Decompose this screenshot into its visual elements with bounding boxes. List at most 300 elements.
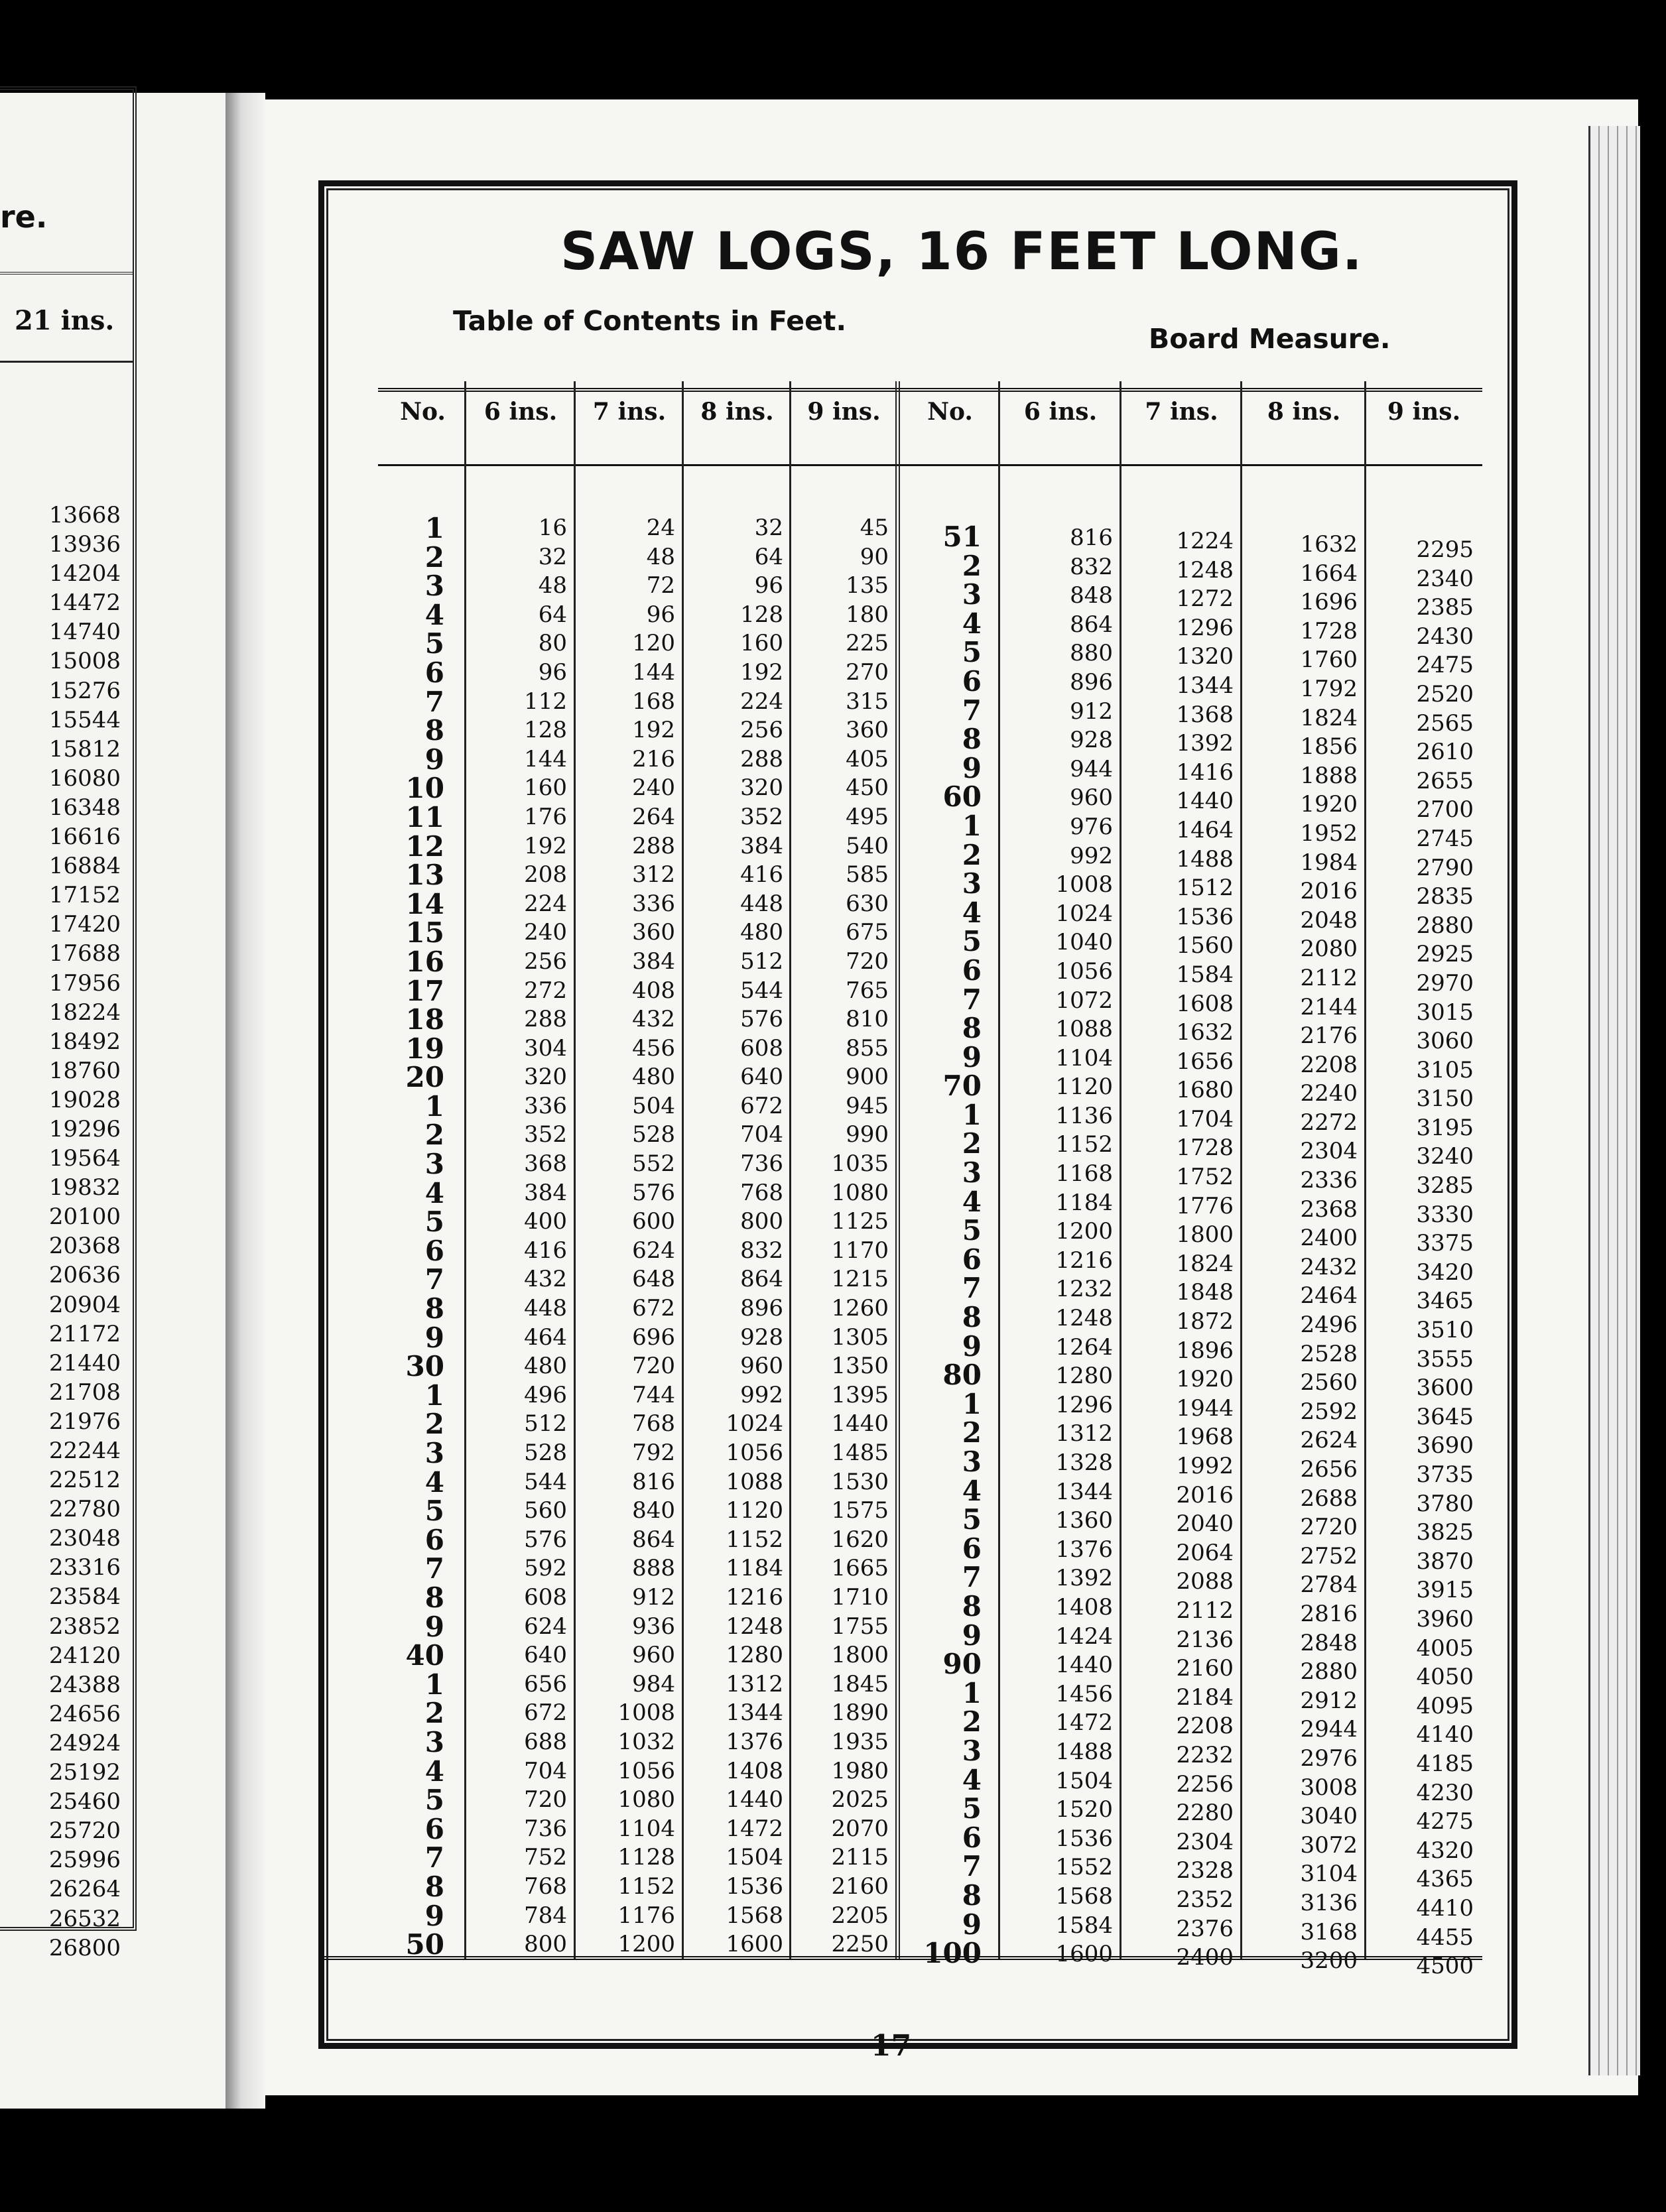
table-cell: 1152 — [726, 1526, 783, 1553]
row-number: 4 — [424, 598, 444, 631]
row-number: 5 — [962, 1214, 982, 1247]
table-cell: 704 — [524, 1757, 567, 1784]
table-cell: 1968 — [1176, 1424, 1234, 1451]
table-cell: 1360 — [1055, 1507, 1113, 1534]
table-cell: 624 — [632, 1237, 675, 1264]
row-number: 6 — [962, 1243, 982, 1276]
row-number: 80 — [942, 1359, 982, 1392]
table-cell: 450 — [846, 774, 889, 802]
row-number: 3 — [962, 867, 982, 900]
table-cell: 1152 — [617, 1873, 675, 1900]
table-cell: 264 — [632, 803, 675, 830]
row-number: 2 — [424, 1408, 444, 1441]
table-cell: 1656 — [1176, 1048, 1234, 1075]
row-number: 10 — [405, 772, 444, 805]
table-cell: 96 — [538, 658, 567, 686]
table-cell: 2176 — [1300, 1022, 1358, 1050]
row-number: 9 — [424, 1321, 444, 1354]
row-number: 11 — [405, 800, 444, 833]
table-cell: 704 — [740, 1121, 783, 1148]
table-cell: 168 — [632, 688, 675, 715]
table-cell: 224 — [524, 890, 567, 917]
table-cell: 1216 — [1055, 1247, 1113, 1274]
table-cell: 1856 — [1300, 733, 1358, 761]
table-cell: 128 — [524, 717, 567, 744]
table-cell: 1035 — [831, 1150, 889, 1178]
table-cell: 128 — [740, 601, 783, 628]
table-cell: 1392 — [1176, 730, 1234, 757]
table-cell: 528 — [632, 1121, 675, 1148]
table-cell: 2080 — [1300, 936, 1358, 963]
table-cell: 2205 — [831, 1902, 889, 1929]
row-number: 7 — [962, 983, 982, 1016]
table-cell: 2016 — [1176, 1481, 1234, 1508]
row-number: 8 — [424, 714, 444, 747]
row-number: 7 — [962, 1850, 982, 1883]
table-cell: 3285 — [1416, 1172, 1474, 1199]
table-cell: 1488 — [1176, 845, 1234, 873]
table-cell: 2272 — [1300, 1109, 1358, 1136]
table-cell: 1280 — [1055, 1363, 1113, 1390]
row-number: 4 — [424, 1176, 444, 1209]
table-cell: 1472 — [726, 1815, 783, 1842]
table-cell: 1984 — [1300, 849, 1358, 876]
table-cell: 135 — [846, 572, 889, 599]
table-cell: 1680 — [1176, 1077, 1234, 1104]
table-cell: 20904 — [48, 1291, 121, 1318]
table-cell: 14204 — [48, 560, 121, 587]
row-number: 15 — [405, 916, 444, 950]
table-cell: 1632 — [1300, 531, 1358, 558]
row-number: 7 — [424, 1263, 444, 1296]
table-cell: 1824 — [1300, 704, 1358, 731]
row-number: 5 — [424, 1784, 444, 1817]
table-cell: 900 — [846, 1064, 889, 1091]
table-cell: 2112 — [1176, 1597, 1234, 1624]
table-cell: 768 — [632, 1410, 675, 1438]
table-cell: 2688 — [1300, 1485, 1358, 1512]
table-cell: 1088 — [726, 1468, 783, 1495]
table-cell: 544 — [524, 1468, 567, 1495]
table-cell: 960 — [1070, 784, 1113, 812]
table-cell: 1504 — [1055, 1767, 1113, 1794]
table-cell: 768 — [524, 1873, 567, 1900]
table-cell: 672 — [740, 1092, 783, 1119]
table-cell: 544 — [740, 977, 783, 1004]
table-cell: 2432 — [1300, 1253, 1358, 1280]
table-cell: 896 — [740, 1295, 783, 1322]
table-cell: 1136 — [1055, 1102, 1113, 1129]
column-header-8ins-2: 8 ins. — [1267, 398, 1341, 426]
row-number: 5 — [424, 1495, 444, 1528]
row-number: 6 — [962, 1821, 982, 1854]
table-cell: 352 — [740, 803, 783, 830]
table-cell: 672 — [524, 1699, 567, 1727]
table-cell: 4230 — [1416, 1779, 1474, 1806]
row-number: 2 — [962, 1127, 982, 1160]
table-cell: 3040 — [1300, 1803, 1358, 1830]
table-cell: 3105 — [1416, 1056, 1474, 1083]
col-divider — [464, 381, 466, 1959]
table-cell: 976 — [1070, 813, 1113, 840]
table-cell: 1296 — [1176, 614, 1234, 641]
row-number: 9 — [424, 1610, 444, 1643]
table-cell: 2064 — [1176, 1539, 1234, 1566]
left-page-values — [49, 501, 121, 1963]
table-cell: 19028 — [48, 1086, 121, 1113]
table-cell: 4185 — [1416, 1750, 1474, 1777]
table-cell: 855 — [846, 1034, 889, 1062]
row-number: 8 — [424, 1870, 444, 1903]
table-cell: 2115 — [831, 1844, 889, 1871]
row-number: 1 — [962, 1098, 982, 1131]
table-cell: 1104 — [617, 1815, 675, 1842]
table-cell: 810 — [846, 1006, 889, 1033]
row-number: 2 — [962, 838, 982, 871]
table-cell: 1152 — [1055, 1131, 1113, 1158]
table-cell: 270 — [846, 658, 889, 686]
table-cell: 2496 — [1300, 1312, 1358, 1339]
row-number: 9 — [962, 751, 982, 784]
table-cell: 2464 — [1300, 1282, 1358, 1310]
table-cell: 26800 — [48, 1934, 121, 1961]
right-table-9ins — [1368, 536, 1474, 1981]
row-number: 90 — [942, 1648, 982, 1681]
table-cell: 112 — [524, 688, 567, 715]
row-number: 1 — [962, 1387, 982, 1420]
table-cell: 1536 — [726, 1873, 783, 1900]
row-number: 1 — [424, 1089, 444, 1123]
table-cell: 26264 — [48, 1876, 121, 1903]
table-cell: 23584 — [48, 1583, 121, 1611]
table-cell: 23852 — [48, 1613, 121, 1640]
left-table-numbers — [371, 514, 444, 1959]
table-cell: 2304 — [1300, 1138, 1358, 1165]
table-cell: 384 — [632, 948, 675, 975]
table-cell: 2025 — [831, 1786, 889, 1813]
table-cell: 2400 — [1176, 1944, 1234, 1971]
column-header-no: No. — [400, 398, 446, 426]
row-number: 17 — [405, 974, 444, 1007]
table-cell: 19564 — [48, 1145, 121, 1172]
table-cell: 992 — [1070, 842, 1113, 869]
table-cell: 1520 — [1055, 1796, 1113, 1823]
row-number: 9 — [424, 1899, 444, 1932]
table-cell: 720 — [632, 1353, 675, 1380]
table-cell: 1440 — [1176, 788, 1234, 815]
table-cell: 1344 — [726, 1699, 783, 1727]
col-divider — [1364, 381, 1366, 1959]
table-cell: 4095 — [1416, 1692, 1474, 1719]
table-cell: 3600 — [1416, 1375, 1474, 1402]
book-gutter — [225, 93, 265, 2109]
table-cell: 1320 — [1176, 643, 1234, 670]
table-cell: 2016 — [1300, 878, 1358, 905]
table-cell: 800 — [524, 1931, 567, 1958]
table-cell: 80 — [538, 630, 567, 657]
table-cell: 1128 — [617, 1844, 675, 1871]
table-cell: 1416 — [1176, 759, 1234, 786]
row-number: 9 — [424, 743, 444, 776]
table-cell: 3104 — [1300, 1861, 1358, 1888]
table-cell: 1408 — [1055, 1593, 1113, 1621]
table-cell: 1104 — [1055, 1044, 1113, 1072]
table-cell: 2368 — [1300, 1196, 1358, 1223]
table-cell: 2385 — [1416, 594, 1474, 621]
table-cell: 640 — [740, 1064, 783, 1091]
row-number: 8 — [962, 1589, 982, 1623]
table-cell: 624 — [524, 1613, 567, 1640]
row-number: 7 — [962, 1272, 982, 1305]
row-number: 2 — [424, 540, 444, 574]
table-cell: 648 — [632, 1266, 675, 1293]
table-cell: 752 — [524, 1844, 567, 1871]
row-number: 50 — [405, 1928, 444, 1961]
table-cell: 540 — [846, 832, 889, 859]
table-cell: 2528 — [1300, 1340, 1358, 1367]
table-cell: 2610 — [1416, 739, 1474, 766]
table-cell: 304 — [524, 1034, 567, 1062]
table-cell: 2784 — [1300, 1571, 1358, 1599]
row-number: 30 — [405, 1350, 444, 1383]
table-cell: 3735 — [1416, 1461, 1474, 1488]
table-cell: 3072 — [1300, 1831, 1358, 1859]
header-rule-bottom — [378, 464, 1482, 466]
table-cell: 585 — [846, 861, 889, 889]
table-cell: 848 — [1070, 582, 1113, 609]
table-cell: 2816 — [1300, 1600, 1358, 1627]
table-cell: 192 — [524, 832, 567, 859]
table-cell: 1088 — [1055, 1016, 1113, 1043]
table-cell: 272 — [524, 977, 567, 1004]
table-cell: 1216 — [726, 1583, 783, 1611]
table-cell: 1080 — [617, 1786, 675, 1813]
table-cell: 24924 — [48, 1729, 121, 1756]
table-cell: 22244 — [48, 1438, 121, 1464]
table-cell: 1280 — [726, 1642, 783, 1669]
table-cell: 945 — [846, 1092, 889, 1119]
table-cell: 408 — [632, 977, 675, 1004]
table-cell: 736 — [740, 1150, 783, 1178]
table-cell: 21172 — [48, 1320, 121, 1347]
table-cell: 3960 — [1416, 1605, 1474, 1632]
table-cell: 4275 — [1416, 1808, 1474, 1835]
table-cell: 416 — [740, 861, 783, 889]
row-number: 9 — [962, 1040, 982, 1074]
table-cell: 480 — [740, 919, 783, 946]
table-cell: 944 — [1070, 755, 1113, 782]
table-cell: 1792 — [1300, 675, 1358, 702]
table-cell: 360 — [846, 717, 889, 744]
table-cell: 1485 — [831, 1440, 889, 1466]
left-page-column-header: 21 ins. — [15, 305, 115, 336]
table-cell: 936 — [632, 1613, 675, 1640]
table-cell: 208 — [524, 861, 567, 889]
table-cell: 21708 — [48, 1379, 121, 1406]
row-number: 7 — [962, 694, 982, 727]
row-number: 6 — [424, 656, 444, 689]
table-cell: 13936 — [48, 531, 121, 558]
table-cell: 4365 — [1416, 1866, 1474, 1893]
table-cell: 4410 — [1416, 1894, 1474, 1922]
table-cell: 1200 — [1055, 1218, 1113, 1245]
table-cell: 1072 — [1055, 987, 1113, 1014]
table-cell: 1248 — [726, 1613, 783, 1640]
table-cell: 2144 — [1300, 993, 1358, 1020]
table-cell: 1664 — [1300, 560, 1358, 587]
table-cell: 1710 — [831, 1583, 889, 1611]
table-cell: 1328 — [1055, 1449, 1113, 1476]
table-cell: 744 — [632, 1381, 675, 1408]
table-cell: 19296 — [48, 1115, 121, 1142]
row-number: 9 — [962, 1908, 982, 1941]
table-cell: 15276 — [48, 677, 121, 704]
table-cell: 2070 — [831, 1815, 889, 1842]
table-cell: 960 — [740, 1353, 783, 1380]
table-cell: 17956 — [48, 969, 121, 997]
col-divider — [1240, 381, 1242, 1959]
table-cell: 3375 — [1416, 1230, 1474, 1257]
table-cell: 1728 — [1176, 1135, 1234, 1162]
table-cell: 2160 — [831, 1873, 889, 1900]
row-number: 3 — [962, 1156, 982, 1190]
column-header-7ins-2: 7 ins. — [1145, 398, 1218, 426]
row-number: 8 — [962, 1878, 982, 1912]
left-table-7ins — [577, 514, 675, 1959]
table-cell: 1272 — [1176, 585, 1234, 613]
table-cell: 416 — [524, 1237, 567, 1264]
table-cell: 2250 — [831, 1931, 889, 1958]
table-cell: 3168 — [1300, 1918, 1358, 1945]
table-cell: 1184 — [726, 1555, 783, 1582]
table-cell: 1552 — [1055, 1854, 1113, 1881]
table-cell: 2040 — [1176, 1510, 1234, 1538]
table-cell: 1305 — [831, 1323, 889, 1351]
table-cell: 1800 — [831, 1642, 889, 1669]
table-cell: 1184 — [1055, 1189, 1113, 1216]
row-number: 6 — [962, 953, 982, 987]
table-cell: 1752 — [1176, 1164, 1234, 1191]
table-cell: 14740 — [48, 619, 121, 646]
table-cell: 176 — [524, 803, 567, 830]
table-cell: 2328 — [1176, 1857, 1234, 1884]
row-number: 2 — [962, 1416, 982, 1449]
table-cell: 4455 — [1416, 1924, 1474, 1951]
table-cell: 320 — [740, 774, 783, 802]
table-cell: 1008 — [617, 1699, 675, 1727]
table-cell: 512 — [740, 948, 783, 975]
table-cell: 64 — [538, 601, 567, 628]
row-number: 6 — [962, 1532, 982, 1565]
table-cell: 1728 — [1300, 617, 1358, 645]
table-cell: 1368 — [1176, 701, 1234, 728]
table-cell: 765 — [846, 977, 889, 1004]
row-number: 9 — [962, 1329, 982, 1363]
table-cell: 600 — [632, 1208, 675, 1235]
table-cell: 2088 — [1176, 1568, 1234, 1595]
table-cell: 608 — [740, 1034, 783, 1062]
table-cell: 1344 — [1055, 1478, 1113, 1505]
table-cell: 2280 — [1176, 1800, 1234, 1827]
table-cell: 15544 — [48, 706, 121, 733]
table-cell: 1512 — [1176, 875, 1234, 902]
table-cell: 1896 — [1176, 1337, 1234, 1364]
table-cell: 1056 — [1055, 957, 1113, 985]
table-cell: 1008 — [1055, 871, 1113, 898]
row-number: 40 — [405, 1639, 444, 1672]
table-cell: 16884 — [48, 853, 121, 880]
table-cell: 1920 — [1300, 791, 1358, 818]
column-header-8ins: 8 ins. — [700, 398, 774, 426]
table-cell: 13668 — [48, 502, 121, 528]
table-cell: 1170 — [831, 1237, 889, 1264]
table-cell: 1890 — [831, 1699, 889, 1727]
row-number: 1 — [424, 512, 444, 544]
row-number: 51 — [942, 521, 982, 553]
row-number: 4 — [424, 1465, 444, 1499]
table-cell: 22780 — [48, 1496, 121, 1523]
row-number: 5 — [962, 1792, 982, 1825]
table-cell: 25720 — [48, 1817, 121, 1845]
table-cell: 1824 — [1176, 1250, 1234, 1277]
table-cell: 3870 — [1416, 1548, 1474, 1575]
table-cell: 2520 — [1416, 680, 1474, 707]
table-cell: 576 — [740, 1006, 783, 1033]
table-cell: 17420 — [48, 911, 121, 938]
table-cell: 4500 — [1416, 1953, 1474, 1980]
table-cell: 1080 — [831, 1179, 889, 1206]
row-number: 4 — [962, 1763, 982, 1796]
table-cell: 20100 — [48, 1203, 121, 1231]
column-header-no-2: No. — [927, 398, 973, 426]
table-cell: 14472 — [48, 589, 121, 617]
row-number: 5 — [962, 636, 982, 669]
table-cell: 1056 — [726, 1440, 783, 1466]
table-cell: 1704 — [1176, 1105, 1234, 1133]
table-cell: 864 — [1070, 611, 1113, 638]
table-cell: 2336 — [1300, 1167, 1358, 1194]
row-number: 7 — [424, 1841, 444, 1874]
table-cell: 1620 — [831, 1526, 889, 1553]
table-cell: 792 — [632, 1440, 675, 1466]
table-cell: 336 — [632, 890, 675, 917]
table-cell: 504 — [632, 1092, 675, 1119]
table-cell: 2880 — [1416, 912, 1474, 939]
table-cell: 25192 — [48, 1759, 121, 1786]
table-cell: 192 — [632, 717, 675, 744]
table-cell: 4140 — [1416, 1721, 1474, 1749]
table-cell: 24656 — [48, 1700, 121, 1727]
table-cell: 432 — [632, 1006, 675, 1033]
table-cell: 2720 — [1300, 1514, 1358, 1541]
table-cell: 960 — [632, 1642, 675, 1669]
table-cell: 15008 — [48, 648, 121, 675]
table-cell: 1312 — [726, 1670, 783, 1697]
table-cell: 656 — [524, 1670, 567, 1697]
table-cell: 16080 — [48, 765, 121, 792]
table-cell: 1980 — [831, 1757, 889, 1784]
table-cell: 1056 — [617, 1757, 675, 1784]
table-cell: 336 — [524, 1092, 567, 1119]
table-cell: 2112 — [1300, 964, 1358, 991]
table-cell: 72 — [646, 572, 675, 599]
table-cell: 990 — [846, 1121, 889, 1148]
row-number: 18 — [405, 1003, 444, 1036]
row-number: 8 — [424, 1581, 444, 1614]
table-cell: 1224 — [1176, 528, 1234, 554]
table-cell: 368 — [524, 1150, 567, 1178]
table-cell: 240 — [524, 919, 567, 946]
